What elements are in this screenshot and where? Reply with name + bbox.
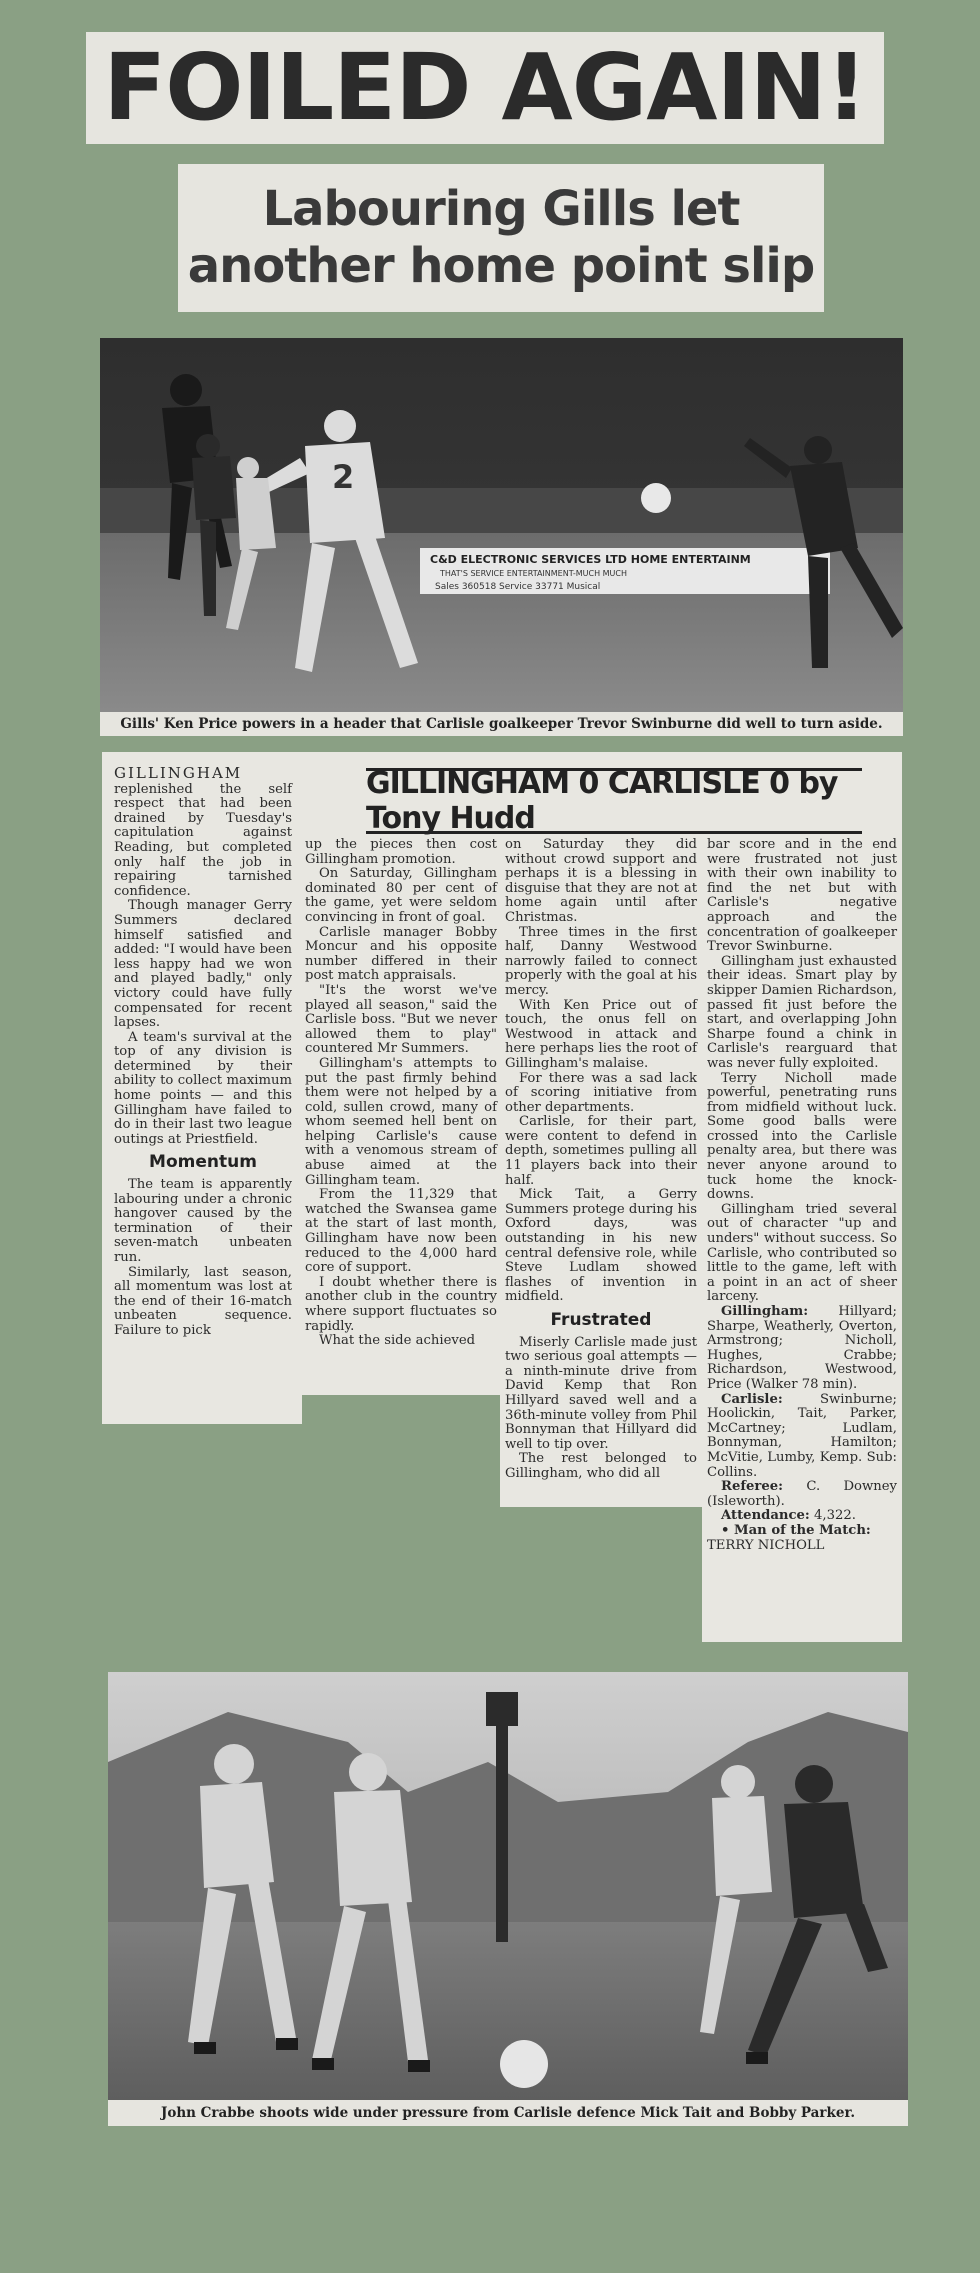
c3-p4: For there was a sad lack of scoring initiative from other departments. [505,1070,697,1115]
shirt-number: 2 [332,458,355,496]
headline-clipping [86,32,884,144]
article-column-4 [707,838,897,1553]
lead-caps: GILLINGHAM [114,764,243,782]
motm-label: • Man of the Match: [721,1522,871,1538]
photo-caption-shot: John Crabbe shoots wide under pressure from Carlisle defence Mick Tait and Bobby Parker. [108,2100,908,2126]
motm-value: TERRY NICHOLL [707,1537,825,1553]
attendance-value: 4,322. [814,1508,856,1524]
c4-p1: bar score and in the end were frustrated not just with their own inability to find the net but with Carlisle's negative approach and the concentration of goalkeeper Trevor Swinburne. [707,837,897,955]
team-carlisle-label: Carlisle: [721,1391,783,1407]
c1-p2: Though manager Gerry Summers declared himself satisfied and added: "I would have been less happy had we won and played badly," only victory could have fully compensated for recent lapses. [114,898,293,1031]
attendance [707,1509,897,1524]
hoarding-line-3: Sales 360518 Service 33771 Musical [435,582,601,592]
c2-p8: What the side achieved [319,1333,476,1349]
match-photo-shot-image [108,1672,908,2100]
c3-p3: With Ken Price out of touch, the onus fell on Westwood in attack and here perhaps lies the root of Gillingham's malaise. [505,997,697,1071]
team-carlisle [707,1393,897,1481]
article-column-1 [114,766,292,1339]
c1-p1: replenished the self respect that had been drained by Tuesday's capitulation against Reading, but completed only half the job in repairing tarnished confidence. [114,781,292,899]
team-carlisle-lineup: Swinburne; Hoolickin, Tait, Parker, McCartney; Ludlam, Bonnyman, Hamilton; McVitie, Lumby, Kemp. Sub: Collins. [707,1391,897,1480]
c1-p4: The team is apparently labouring under a chronic hangover caused by the termination of their seven-match unbeaten run. [114,1177,292,1265]
c2-p3: Carlisle manager Bobby Moncur and his opposite number differed in their post match appraisals. [305,924,497,984]
byline: GILLINGHAM 0 CARLISLE 0 by Tony Hudd [366,768,862,834]
photo-caption-header: Gills' Ken Price powers in a header that Carlisle goalkeeper Trevor Swinburne did well to turn aside. [100,712,903,736]
c1-p3: A team's survival at the top of any division is determined by their ability to collect maximum home points — and this Gillingham have failed to do in their last two league outings at Priestfield. [114,1029,292,1147]
match-photo-header-image [100,338,903,712]
hoarding-line-1: C&D ELECTRONIC SERVICES LTD HOME ENTERTAINM [430,553,751,566]
match-photo-header [100,338,903,712]
team-gillingham-lineup: Hillyard; Sharpe, Weatherly, Overton, Armstrong; Nicholl, Hughes, Crabbe; Richardson, Westwood, Price (Walker 78 min). [707,1304,897,1392]
article-column-3 [505,838,697,1482]
referee-value: C. Downey (Isleworth). [707,1479,897,1509]
c4-p2: Gillingham just exhausted their ideas. Smart play by skipper Damien Richardson, passed fit just before the start, and overlapping John Sharpe found a chink in Carlisle's rearguard that was never fully exploited. [707,953,897,1071]
team-gillingham [707,1305,897,1393]
c1-p5: Similarly, last season, all momentum was lost at the end of their 16-match unbeaten sequence. Failure to pick [114,1264,292,1338]
referee-label: Referee: [721,1479,784,1495]
c3-p7: Miserly Carlisle made just two serious goal attempts — a ninth-minute drive from David Kemp that Ron Hillyard saved well and a 36th-minute volley from Phil Bonnyman that Hillyard did well to tip over. [505,1334,697,1452]
c2-p2: On Saturday, Gillingham dominated 80 per cent of the game, yet were seldom convincing in front of goal. [305,866,497,925]
c2-p6: From the 11,329 that watched the Swansea game at the start of last month, Gillingham have now been reduced to the 4,000 hard core of support. [305,1187,497,1276]
headline: FOILED AGAIN! [103,34,867,141]
subhead-frustrated: Frustrated [550,1310,652,1330]
c3-p5: Carlisle, for their part, were content to defend in depth, sometimes pulling all 11 players back into their half. [505,1114,697,1188]
article-column-2 [305,838,497,1349]
match-photo-shot [108,1672,908,2100]
subheadline-line-1: Labouring Gills let [262,181,740,238]
attendance-label: Attendance: [721,1508,810,1524]
c2-p7: I doubt whether there is another club in the country where support fluctuates so rapidly. [305,1274,497,1334]
man-of-the-match [707,1524,897,1539]
c3-p6: Mick Tait, a Gerry Summers protege during his Oxford days, was outstanding in his new central defensive role, while Steve Ludlam showed flashes of invention in midfield. [505,1187,697,1305]
subheadline-line-2: another home point slip [187,238,815,294]
ball [641,483,671,513]
c3-p8: The rest belonged to Gillingham, who did all [505,1451,697,1481]
c2-p4: "It's the worst we've played all season," said the Carlisle boss. "But we never allowed them to play" countered Mr Summers. [305,982,497,1057]
team-gillingham-label: Gillingham: [721,1304,809,1319]
hoarding-line-2: THAT'S SERVICE ENTERTAINMENT-MUCH MUCH [440,569,628,578]
subheadline-clipping [178,164,824,312]
c3-p1: on Saturday they did without crowd support and perhaps it is a blessing in disguise that they are not at home again until after Christmas. [505,837,697,925]
c2-p5: Gillingham's attempts to put the past firmly behind them were not helped by a cold, sullen crowd, many of whom seemed hell bent on helping Carlisle's cause with a venomous stream of abuse aimed at the Gillingham team. [305,1055,497,1188]
referee [707,1480,897,1509]
ball [500,2040,548,2088]
c2-p1: up the pieces then cost Gillingham promotion. [305,837,497,867]
c4-p3: Terry Nicholl made powerful, penetrating runs from midfield without luck. Some good balls were crossed into the Carlisle penalty area, but there was never anyone around to tuck home the knock-downs. [707,1070,897,1203]
c4-p4: Gillingham tried several out of character "up and unders" without success. So Carlisle, who contributed so little to the game, left with a point in an act of sheer larceny. [707,1201,897,1305]
subhead-momentum: Momentum [149,1152,257,1173]
c3-p2: Three times in the first half, Danny Westwood narrowly failed to connect properly with the goal at his mercy. [505,924,697,998]
